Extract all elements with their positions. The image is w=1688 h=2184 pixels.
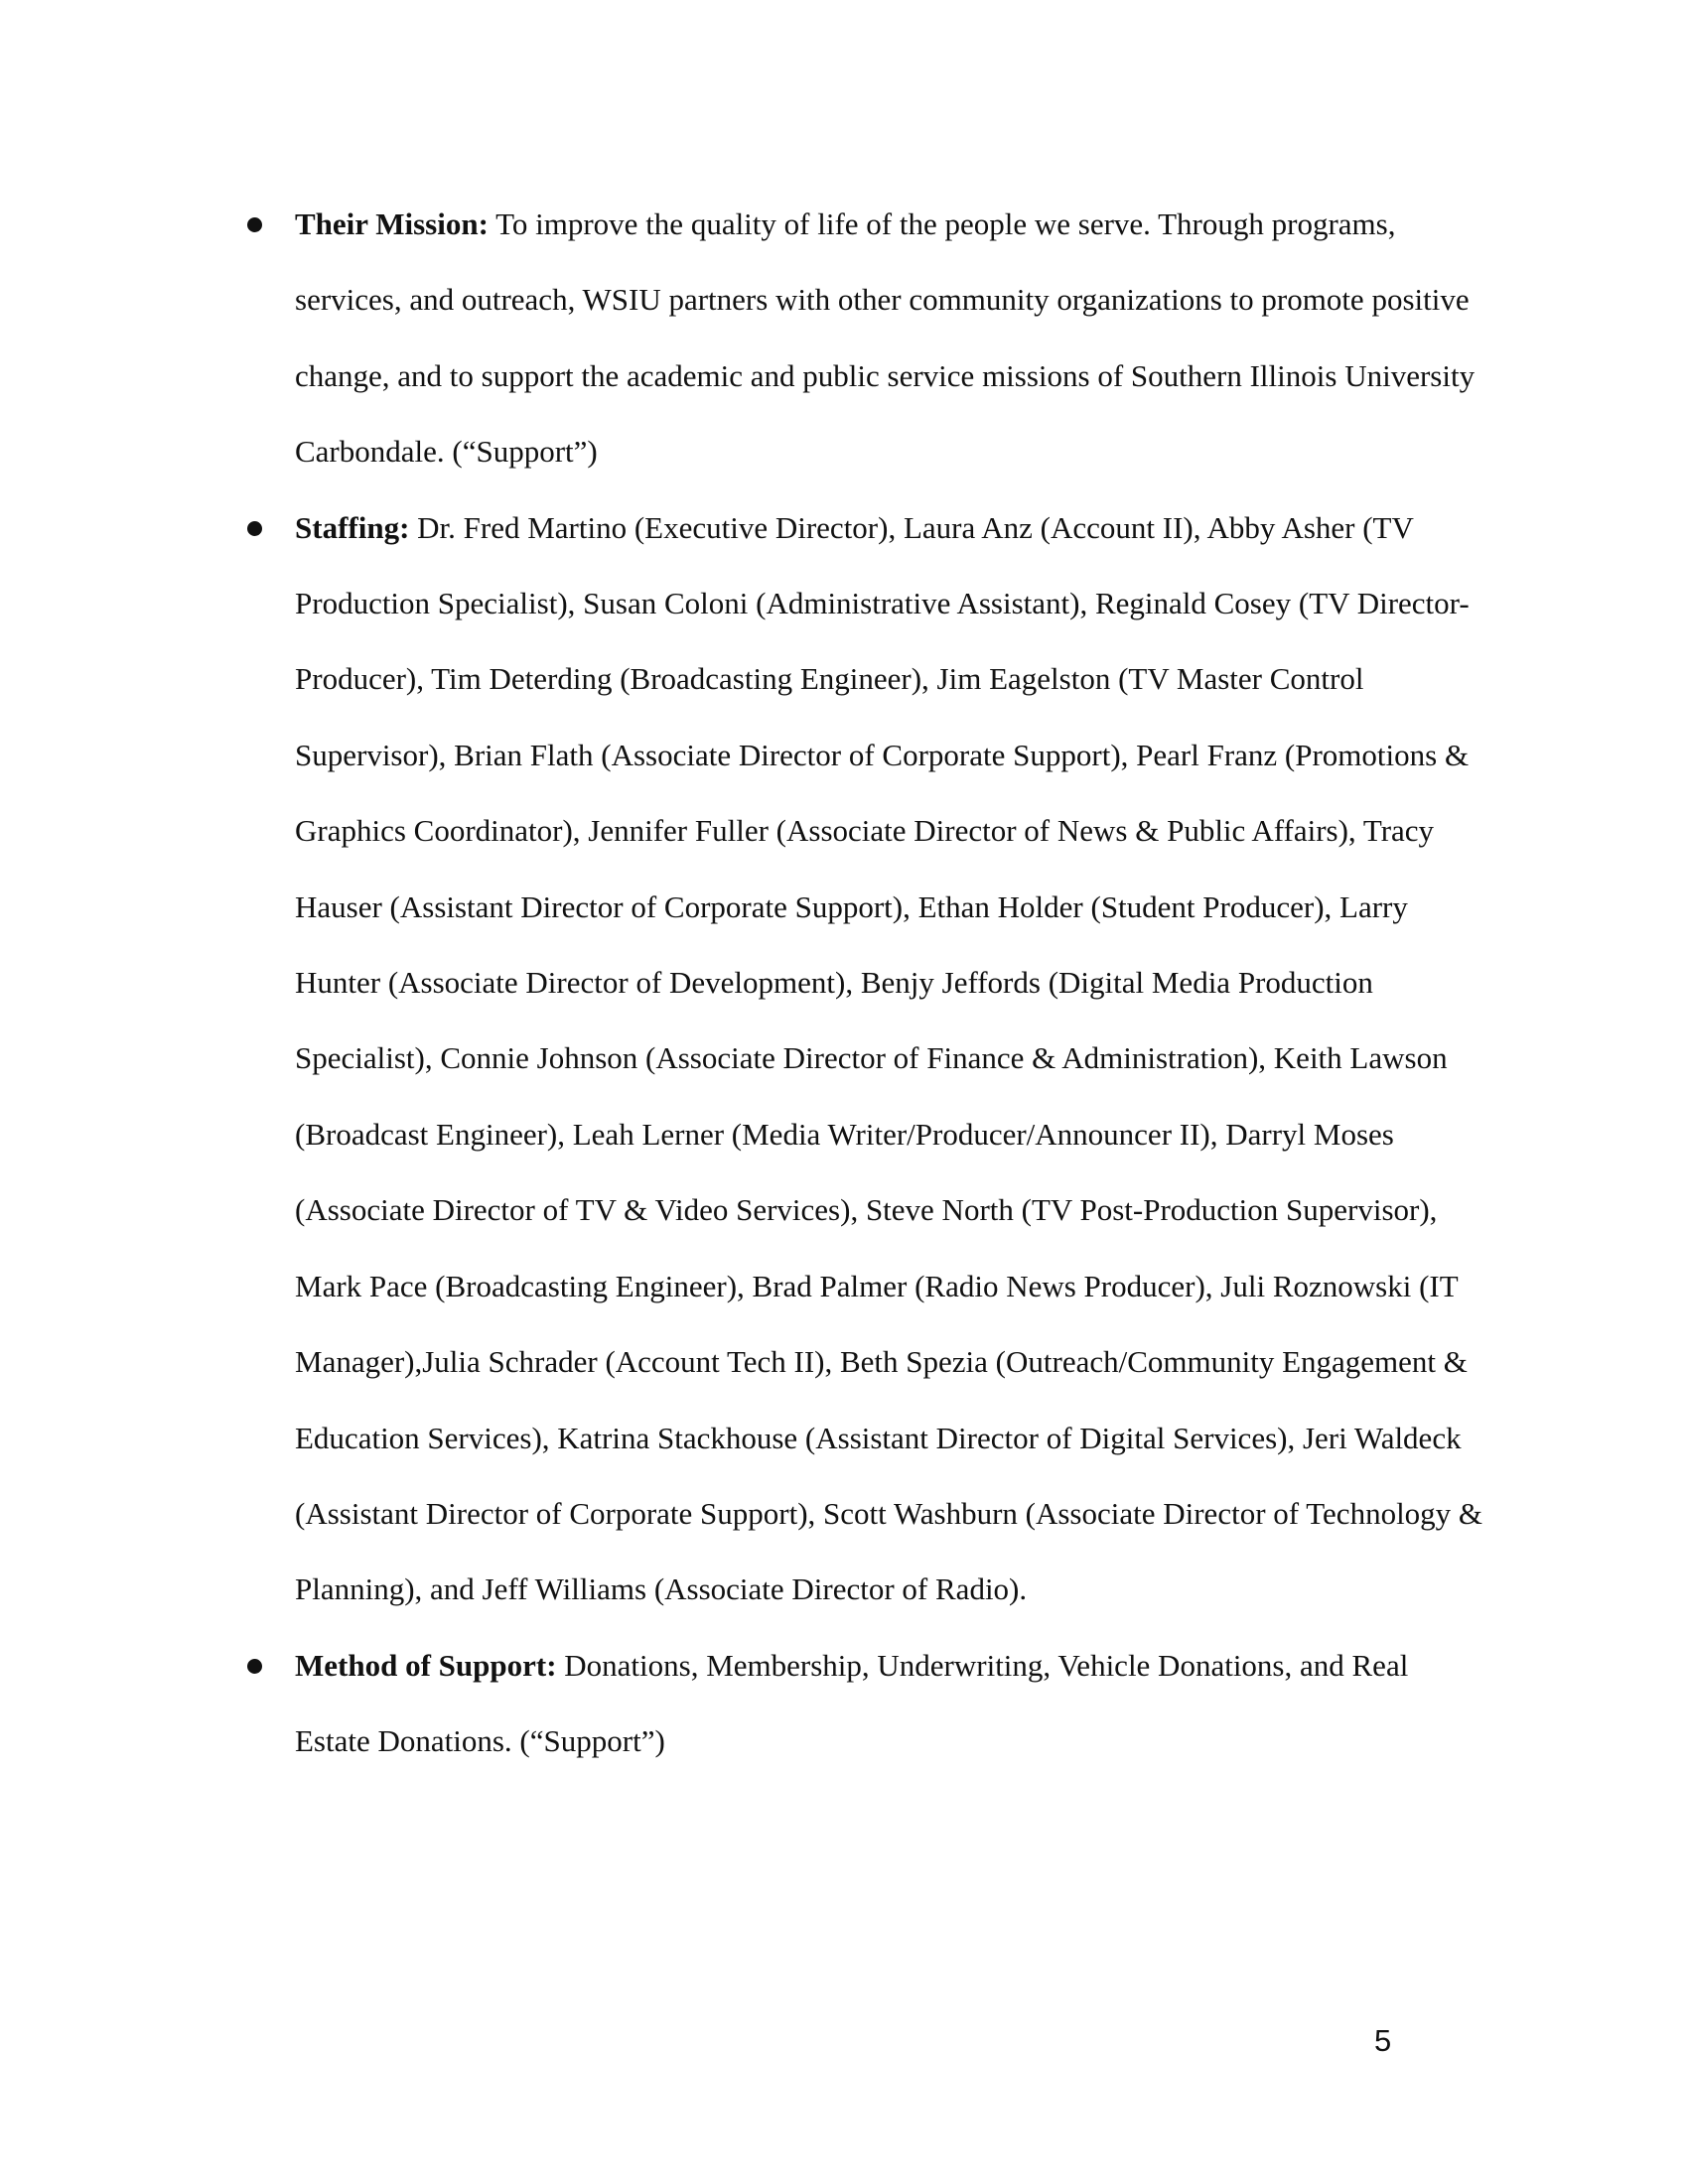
bullet-text: To improve the quality of life of the people we serve. Through programs, services, and outreach, WSIU partners with other community organizations to promote positive change, and to support the academic and public service missions of Southern Illinois University Carbondale. (“Support”) (295, 206, 1476, 470)
bullet-dot-icon (247, 521, 262, 536)
bullet-text: Donations, Membership, Underwriting, Vehicle Donations, and Real Estate Donations. (“Support”) (295, 1647, 1409, 1759)
page-number: 5 (1374, 2023, 1392, 2058)
bullet-label: Staffing: (295, 509, 410, 545)
bullet-label: Their Mission: (295, 206, 489, 241)
bullet-item-mission (295, 187, 1486, 490)
bullet-item-method-of-support (295, 1628, 1486, 1780)
bullet-text: Dr. Fred Martino (Executive Director), Laura Anz (Account II), Abby Asher (TV Production Specialist), Susan Coloni (Administrative Assistant), Reginald Cosey (TV Director-Producer), Tim Deterding (Broadcasting Engineer), Jim Eagelston (TV Master Control Supervisor), Brian Flath (Associate Director of Corporate Support), Pearl Franz (Promotions & Graphics Coordinator), Jennifer Fuller (Associate Director of News & Public Affairs), Tracy Hauser (Assistant Director of Corporate Support), Ethan Holder (Student Producer), Larry Hunter (Associate Director of Development), Benjy Jeffords (Digital Media Production Specialist), Connie Johnson (Associate Director of Finance & Administration), Keith Lawson (Broadcast Engineer), Leah Lerner (Media Writer/Producer/Announcer II), Darryl Moses (Associate Director of TV & Video Services), Steve North (TV Post-Production Supervisor), Mark Pace (Broadcasting Engineer), Brad Palmer (Radio News Producer), Juli Roznowski (IT Manager),Julia Schrader (Account Tech II), Beth Spezia (Outreach/Community Engagement & Education Services), Katrina Stackhouse (Assistant Director of Digital Services), Jeri Waldeck (Assistant Director of Corporate Support), Scott Washburn (Associate Director of Technology & Planning), and Jeff Williams (Associate Director of Radio). (295, 509, 1483, 1607)
bullet-item-staffing (295, 490, 1486, 1628)
bullet-dot-icon (247, 1659, 262, 1674)
bullet-list (295, 187, 1486, 1780)
bullet-label: Method of Support: (295, 1647, 557, 1683)
bullet-dot-icon (247, 217, 262, 232)
